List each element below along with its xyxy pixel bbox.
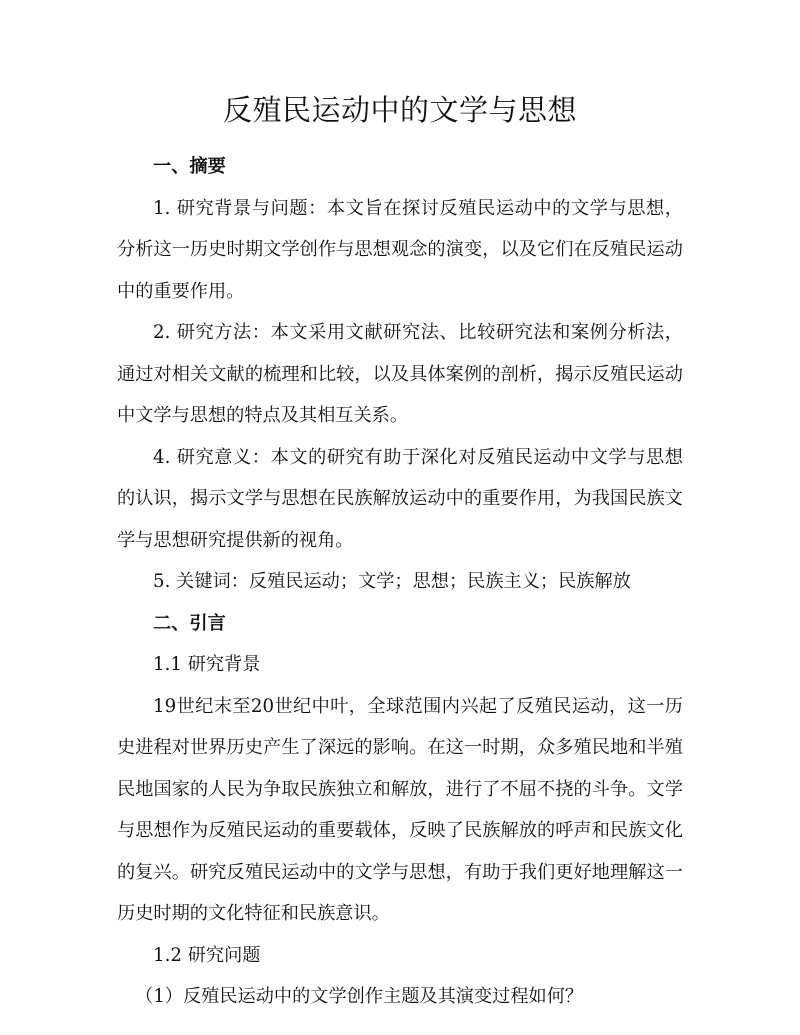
document-title: 反殖民运动中的文学与思想 [222, 93, 577, 127]
abstract-paragraph-method: 2. 研究方法：本文采用文献研究法、比较研究法和案例分析法，通过对相关文献的梳理和比较，以及具体案例的剖析，揭示反殖民运动中文学与思想的特点及其相互关系。 [117, 322, 683, 427]
abstract-paragraph-significance: 4. 研究意义：本文的研究有助于深化对反殖民运动中文学与思想的认识，揭示文学与思想在民族解放运动中的重要作用，为我国民族文学与思想研究提供新的视角。 [117, 446, 683, 551]
subheading-research-questions: 1.2 研究问题 [153, 944, 261, 966]
abstract-paragraph-background: 1. 研究背景与问题：本文旨在探讨反殖民运动中的文学与思想，分析这一历史时期文学创作与思想观念的演变，以及它们在反殖民运动中的重要作用。 [117, 197, 683, 302]
abstract-paragraph-keywords: 5. 关键词：反殖民运动；文学；思想；民族主义；民族解放 [153, 571, 631, 593]
section-heading-abstract: 一、摘要 [153, 156, 226, 178]
research-question-1: （1）反殖民运动中的文学创作主题及其演变过程如何？ [135, 986, 584, 1008]
introduction-paragraph-background: 19世纪末至20世纪中叶，全球范围内兴起了反殖民运动，这一历史进程对世界历史产生了深远的影响。在这一时期，众多殖民地和半殖民地国家的人民为争取民族独立和解放，进行了不屈不挠的斗争。文学与思想作为反殖民运动的重要载体，反映了民族解放的呼声和民族文化的复兴。研究反殖民运动中的文学与思想，有助于我们更好地理解这一历史时期的文化特征和民族意识。 [117, 695, 683, 925]
document-body [117, 146, 683, 1018]
section-heading-introduction: 二、引言 [153, 612, 226, 634]
subheading-research-background: 1.1 研究背景 [153, 654, 261, 676]
